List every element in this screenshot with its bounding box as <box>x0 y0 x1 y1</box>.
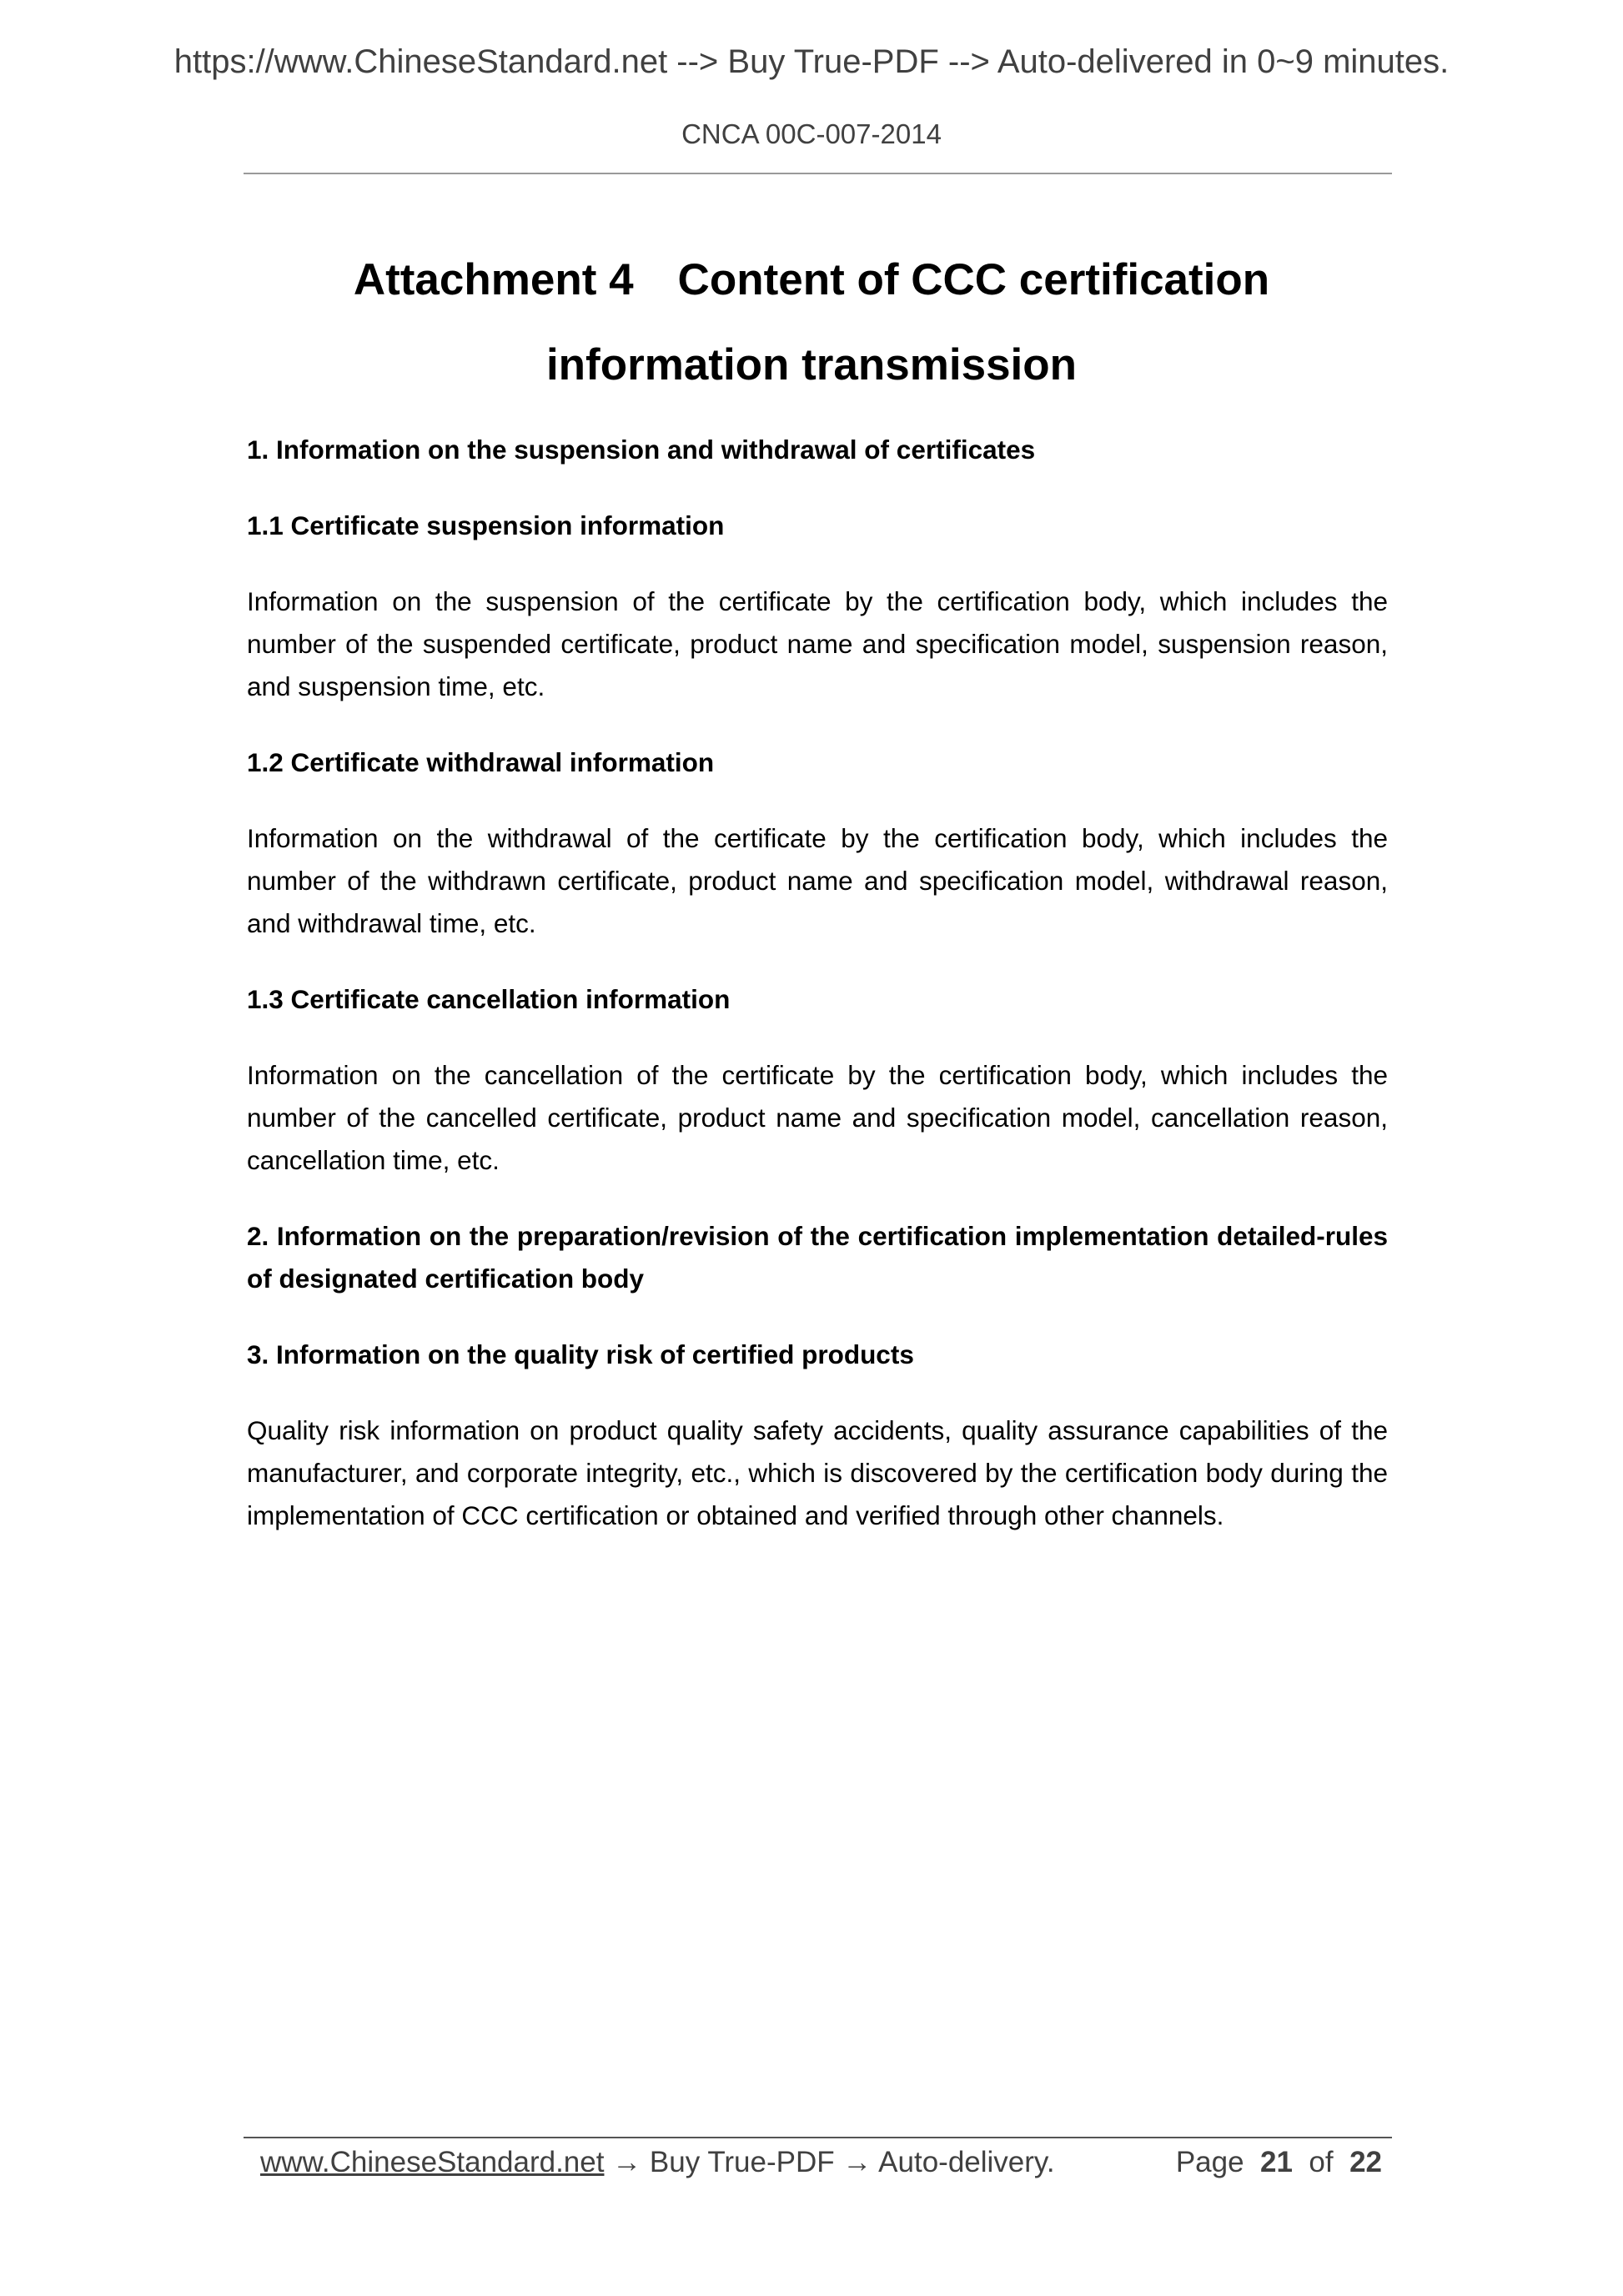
document-code: CNCA 00C-007-2014 <box>681 118 942 149</box>
section-heading-3: 3. Information on the quality risk of certified products <box>247 1339 914 1369</box>
section-heading-2: 2. Information on the preparation/revision of the certification implementation detailed-rules of designated certification body <box>247 1221 1388 1294</box>
section-heading-1-2: 1.2 Certificate withdrawal information <box>247 747 715 777</box>
paragraph-1-3: Information on the cancellation of the certificate by the certification body, which includes the number of the cancelled certificate, product name and specification model, cancellation reason, cancellation time, etc. <box>247 1060 1388 1175</box>
footer <box>260 2142 1382 2183</box>
footer-promo <box>260 2142 1055 2183</box>
page-indicator <box>1176 2142 1382 2183</box>
page-title <box>0 238 1623 408</box>
footer-promo-text: → Buy True-PDF → Auto-delivery. <box>604 2146 1055 2178</box>
header-banner: https://www.ChineseStandard.net --> Buy True-PDF --> Auto-delivered in 0~9 minutes. <box>173 43 1450 80</box>
header-divider <box>244 173 1392 174</box>
section-heading-1-3: 1.3 Certificate cancellation information <box>247 984 731 1014</box>
section-heading-1-1: 1.1 Certificate suspension information <box>247 510 725 540</box>
title-line-1: Attachment 4 Content of CCC certification <box>353 255 1270 304</box>
document-body <box>247 429 1388 1570</box>
paragraph-1-1: Information on the suspension of the certificate by the certification body, which includes the number of the suspended certificate, product name and specification model, suspension reason, and suspension time, etc. <box>247 586 1388 701</box>
of-label: of <box>1309 2146 1334 2178</box>
footer-link[interactable]: www.ChineseStandard.net <box>260 2146 605 2178</box>
paragraph-1-2: Information on the withdrawal of the certificate by the certification body, which includes the number of the withdrawn certificate, product name and specification model, withdrawal reason, and withdrawal time, etc. <box>247 823 1388 938</box>
page-total: 22 <box>1349 2146 1382 2178</box>
title-line-2: information transmission <box>545 340 1078 389</box>
page-current: 21 <box>1260 2146 1293 2178</box>
footer-divider <box>244 2137 1392 2138</box>
paragraph-3: Quality risk information on product quality safety accidents, quality assurance capabilities of the manufacturer, and corporate integrity, etc., which is discovered by the certification body during the implementation of CCC certification or obtained and verified through other channels. <box>247 1415 1388 1530</box>
section-heading-1: 1. Information on the suspension and withdrawal of certificates <box>247 435 1036 465</box>
page-label: Page <box>1175 2146 1244 2178</box>
